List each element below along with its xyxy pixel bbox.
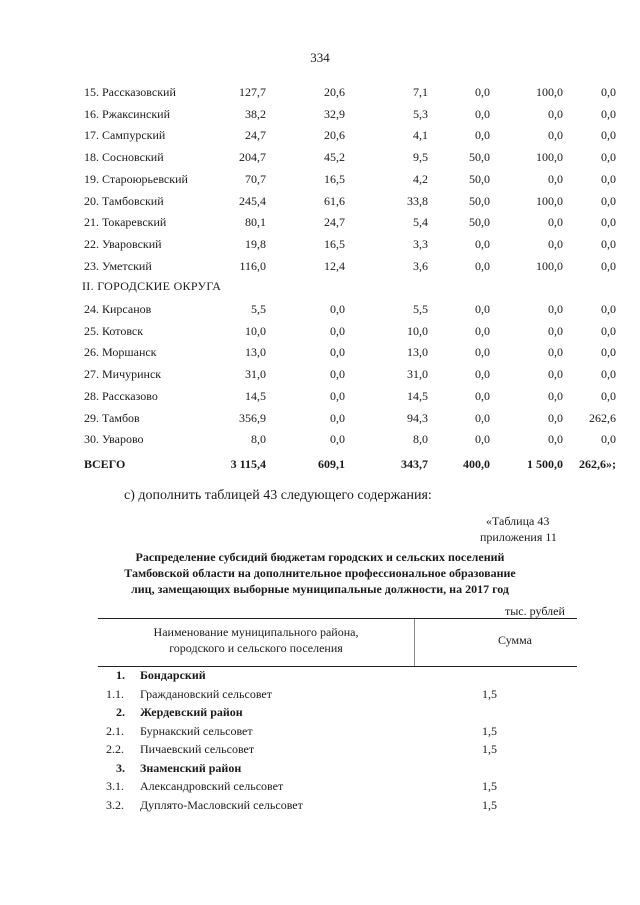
row-value: 50,0 — [469, 150, 490, 165]
row-value: 20,6 — [324, 128, 345, 143]
row-number: 1.1. — [106, 686, 124, 701]
row-value: 0,0 — [475, 85, 490, 99]
row-value: 1,5 — [482, 797, 497, 812]
table-row — [0, 104, 640, 124]
row-name: Бондарский — [140, 668, 206, 682]
row-number: 1. — [116, 668, 125, 682]
row-name: 20. Тамбовский — [84, 193, 164, 208]
table-row — [0, 364, 640, 384]
row-value: 50,0 — [469, 215, 490, 230]
table-heading-line-3: лиц, замещающих выборные муниципальные должности, на 2017 год — [131, 582, 509, 596]
row-value: 0,0 — [548, 388, 563, 403]
row-value: 5,5 — [251, 302, 266, 316]
row-value: 0,0 — [601, 193, 616, 208]
row-name: 17. Сампурский — [84, 128, 166, 143]
row-value: 0,0 — [548, 410, 563, 425]
table-reference-appendix: приложения 11 — [480, 530, 557, 544]
row-name: Пичаевский сельсовет — [140, 742, 255, 756]
table-row — [0, 321, 640, 341]
row-value: 0,0 — [601, 367, 616, 382]
row-name: 21. Токаревский — [84, 215, 167, 230]
row-value: 0,0 — [548, 236, 563, 251]
row-value: 262,6 — [589, 410, 616, 425]
row-value: 0,0 — [601, 106, 616, 121]
table-row — [0, 256, 640, 276]
row-value: 8,0 — [251, 432, 266, 447]
row-value: 70,7 — [245, 171, 266, 186]
units-label: тыс. рублей — [505, 604, 565, 618]
header-sum-column: Сумма — [498, 633, 532, 647]
row-value: 9,5 — [413, 150, 428, 165]
row-value: 0,0 — [601, 128, 616, 143]
row-value: 10,0 — [245, 323, 266, 338]
row-value: 24,7 — [324, 215, 345, 230]
row-name: Граждановский сельсовет — [140, 686, 272, 701]
table-row — [0, 191, 640, 211]
row-value: 0,0 — [548, 302, 563, 316]
section-heading: II. ГОРОДСКИЕ ОКРУГА — [82, 279, 222, 294]
row-value: 1,5 — [482, 742, 497, 756]
row-value: 0,0 — [330, 302, 345, 316]
row-value: 0,0 — [330, 388, 345, 403]
row-value: 0,0 — [475, 345, 490, 360]
row-value: 0,0 — [601, 215, 616, 230]
row-value: 4,1 — [413, 128, 428, 143]
row-value: 5,5 — [413, 302, 428, 316]
row-number: 2.1. — [106, 723, 124, 738]
row-value: 3 115,4 — [230, 456, 266, 471]
row-name: 15. Рассказовский — [84, 85, 176, 99]
row-value: 245,4 — [239, 193, 266, 208]
row-value: 0,0 — [601, 432, 616, 447]
table-heading-line-1: Распределение субсидий бюджетам городских и сельских поселений — [135, 550, 505, 564]
table-row — [0, 234, 640, 254]
row-value: 3,6 — [413, 258, 428, 273]
page-number: 334 — [310, 50, 330, 65]
row-value: 1,5 — [482, 686, 497, 701]
row-value: 0,0 — [475, 302, 490, 316]
row-number: 2.2. — [106, 742, 124, 756]
table-row — [0, 82, 640, 102]
row-value: 100,0 — [536, 150, 563, 165]
row-value: 8,0 — [413, 432, 428, 447]
row-value: 33,8 — [407, 193, 428, 208]
table-row — [0, 212, 640, 232]
row-name: ВСЕГО — [84, 456, 126, 471]
row-value: 204,7 — [239, 150, 266, 165]
row-value: 262,6»; — [579, 456, 616, 471]
row-value: 1,5 — [482, 779, 497, 793]
row-value: 4,2 — [413, 171, 428, 186]
row-value: 0,0 — [601, 171, 616, 186]
row-value: 50,0 — [469, 171, 490, 186]
row-value: 20,6 — [324, 85, 345, 99]
row-value: 0,0 — [475, 432, 490, 447]
row-value: 0,0 — [601, 236, 616, 251]
table-row — [0, 125, 640, 145]
row-value: 0,0 — [601, 85, 616, 99]
row-value: 13,0 — [407, 345, 428, 360]
row-value: 127,7 — [239, 85, 266, 99]
row-value: 80,1 — [245, 215, 266, 230]
row-name: 25. Котовск — [84, 323, 144, 338]
row-value: 14,5 — [407, 388, 428, 403]
row-value: 1 500,0 — [527, 456, 563, 471]
row-value: 0,0 — [601, 345, 616, 360]
row-value: 61,6 — [324, 193, 345, 208]
row-value: 19,8 — [245, 236, 266, 251]
row-name: 22. Уваровский — [84, 236, 162, 251]
row-value: 0,0 — [601, 258, 616, 273]
row-value: 0,0 — [475, 388, 490, 403]
row-value: 400,0 — [463, 456, 490, 471]
row-value: 100,0 — [536, 193, 563, 208]
row-value: 32,9 — [324, 106, 345, 121]
row-value: 356,9 — [239, 410, 266, 425]
table-row — [0, 299, 640, 319]
row-value: 0,0 — [548, 323, 563, 338]
row-name: 23. Уметский — [84, 258, 152, 273]
row-value: 0,0 — [330, 367, 345, 382]
row-value: 116,0 — [239, 258, 266, 273]
row-value: 100,0 — [536, 258, 563, 273]
supplement-text: с) дополнить таблицей 43 следующего содержания: — [124, 488, 432, 503]
table-row — [0, 342, 640, 362]
row-value: 0,0 — [475, 128, 490, 143]
row-value: 10,0 — [407, 323, 428, 338]
header-name-line-1: Наименование муниципального района, — [153, 625, 359, 639]
row-value: 13,0 — [245, 345, 266, 360]
row-value: 12,4 — [324, 258, 345, 273]
row-value: 3,3 — [413, 236, 428, 251]
header-name-line-2: городского и сельского поселения — [169, 641, 343, 655]
table-row — [0, 429, 640, 449]
row-value: 0,0 — [548, 432, 563, 447]
row-value: 31,0 — [245, 367, 266, 382]
row-name: 30. Уварово — [84, 432, 144, 447]
row-value: 0,0 — [601, 302, 616, 316]
row-value: 0,0 — [475, 323, 490, 338]
row-number: 3.1. — [106, 779, 124, 793]
row-value: 0,0 — [330, 410, 345, 425]
row-value: 5,3 — [413, 106, 428, 121]
table-row — [0, 147, 640, 167]
row-value: 0,0 — [475, 410, 490, 425]
row-name: 28. Рассказово — [84, 388, 158, 403]
row-name: 18. Сосновский — [84, 150, 164, 165]
row-name: 26. Моршанск — [84, 345, 157, 360]
row-number: 3.2. — [106, 797, 124, 812]
row-name: 16. Ржаксинский — [84, 106, 170, 121]
row-value: 343,7 — [401, 456, 428, 471]
row-name: 19. Староюрьевский — [84, 171, 188, 186]
row-name: Александровский сельсовет — [140, 779, 284, 793]
row-value: 0,0 — [601, 388, 616, 403]
row-name: Жердевский район — [140, 705, 243, 719]
table-heading-line-2: Тамбовской области на дополнительное профессиональное образование — [124, 566, 516, 580]
total-row — [0, 454, 640, 474]
row-name: Знаменский район — [140, 760, 242, 775]
row-name: 27. Мичуринск — [84, 367, 162, 382]
row-value: 1,5 — [482, 723, 497, 738]
row-value: 24,7 — [245, 128, 266, 143]
row-value: 0,0 — [475, 236, 490, 251]
row-value: 38,2 — [245, 106, 266, 121]
row-value: 0,0 — [601, 323, 616, 338]
distribution-table-header — [98, 618, 577, 667]
row-value: 14,5 — [245, 388, 266, 403]
row-value: 0,0 — [548, 345, 563, 360]
row-value: 16,5 — [324, 236, 345, 251]
table-row — [0, 408, 640, 428]
table-reference-title: «Таблица 43 — [486, 514, 550, 528]
row-value: 0,0 — [330, 432, 345, 447]
row-value: 0,0 — [548, 128, 563, 143]
row-value: 609,1 — [318, 456, 345, 471]
row-value: 0,0 — [475, 106, 490, 121]
row-value: 0,0 — [548, 367, 563, 382]
row-value: 0,0 — [330, 323, 345, 338]
header-name-column — [98, 619, 415, 666]
row-value: 0,0 — [330, 345, 345, 360]
row-value: 0,0 — [548, 171, 563, 186]
row-value: 0,0 — [548, 106, 563, 121]
row-value: 7,1 — [413, 85, 428, 99]
row-name: Бурнакский сельсовет — [140, 723, 253, 738]
row-value: 0,0 — [548, 215, 563, 230]
row-value: 16,5 — [324, 171, 345, 186]
row-value: 100,0 — [536, 85, 563, 99]
row-value: 31,0 — [407, 367, 428, 382]
row-name: Дуплято-Масловский сельсовет — [140, 797, 303, 812]
row-name: 29. Тамбов — [84, 410, 140, 425]
row-number: 2. — [116, 705, 125, 719]
table-row — [0, 386, 640, 406]
row-value: 0,0 — [475, 367, 490, 382]
row-value: 50,0 — [469, 193, 490, 208]
row-number: 3. — [116, 760, 125, 775]
table-row — [0, 169, 640, 189]
row-value: 94,3 — [407, 410, 428, 425]
row-value: 0,0 — [475, 258, 490, 273]
row-value: 45,2 — [324, 150, 345, 165]
row-value: 5,4 — [413, 215, 428, 230]
row-name: 24. Кирсанов — [84, 302, 152, 316]
row-value: 0,0 — [601, 150, 616, 165]
